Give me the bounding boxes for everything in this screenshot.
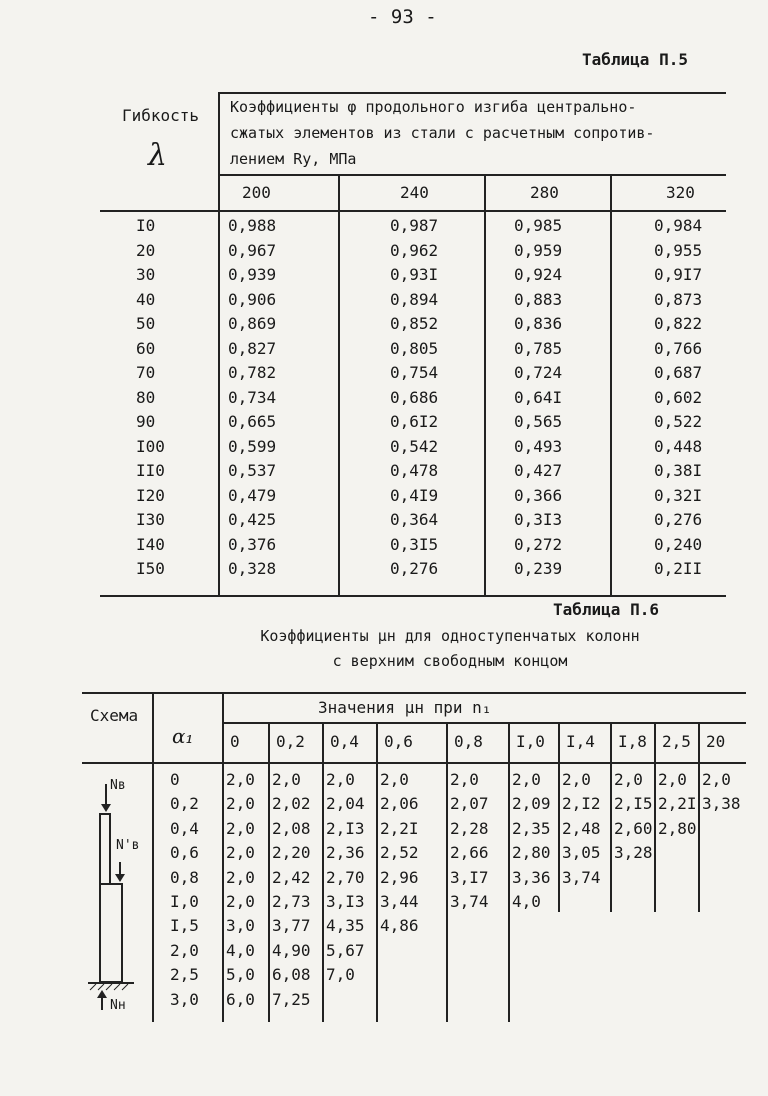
table5-cell: 0,366 [514,485,563,505]
table6-cell: 2,52 [380,843,419,863]
table6-cell: 3,28 [614,843,653,863]
table6-cell: 2,35 [512,818,551,838]
table5-cell: 0,687 [654,363,703,382]
table6-cell: 2,I2 [562,794,601,814]
table6-cell: 2,96 [380,867,419,887]
table6-n-header: 0,8 [454,732,483,751]
table6-cell: 2,0 [226,843,255,863]
table5-caption-line2: сжатых элементов из стали с расчетным сопротив- [230,124,655,142]
table6-cell: 2,0 [226,770,255,789]
upper-column-segment [100,814,110,884]
table6-cell: 2,0 [326,770,355,789]
table5-cell: 0,522 [654,412,703,431]
table5-cell: 0,754 [390,363,439,382]
table6-n-header: 2,5 [662,732,691,751]
page-number: - 93 - [368,6,437,28]
table6-cell: 2,73 [272,892,311,911]
table5-cell: 0,493 [514,436,563,456]
table5-cell: 0,240 [654,534,703,554]
table6-cell: 2,0 [658,770,687,789]
table5-cell: 0,3I5 [390,534,439,554]
table6-n-header: 0,2 [276,732,305,751]
table5-cell: 0,988 [228,216,277,235]
table6-cell: 3,77 [272,916,311,936]
table6-alpha-value: 0 [170,770,180,789]
table5-row-label: I40 [136,534,165,554]
table5-cell: 0,785 [514,338,563,358]
table6-cell: 2,20 [272,843,311,863]
table5-cell: 0,602 [654,387,703,407]
table6-cell: 2,0 [702,770,731,789]
table6-cell: 2,42 [272,867,311,887]
table6-cell: 3,38 [702,794,741,814]
table5-cell: 0,537 [228,461,277,480]
table5-cell: 0,93I [390,265,439,284]
table6-col-divider [654,722,656,912]
table5-cell: 0,448 [654,436,703,456]
table5-row-label: 50 [136,314,156,333]
table5-cell: 0,924 [514,265,563,284]
table6-cell: 2,0 [226,818,255,838]
table6-cell: 2,60 [614,818,653,838]
table5-divider-col2 [484,174,486,597]
table5-row-label: 70 [136,363,156,382]
table5-title: Таблица П.5 [582,50,688,69]
table5-cell: 0,805 [390,338,439,358]
table6-alpha-value: I,0 [170,892,199,911]
table5-cell: 0,686 [390,387,439,407]
table6-cell: 4,0 [226,940,255,960]
table6-cell: 2,0 [512,770,541,789]
table5-cell: 0,542 [390,436,439,456]
table6-alpha-header: α₁ [172,724,194,748]
table6-divider-alpha [222,692,224,1022]
table5-row-label: I20 [136,485,165,505]
table6-alpha-value: I,5 [170,916,199,936]
table5-cell: 0,939 [228,265,277,284]
table5-divider-col1 [338,174,340,597]
table6-cell: 2,0 [450,770,479,789]
table6-alpha-value: 0,6 [170,843,199,863]
table5-row-label: I50 [136,559,165,578]
table6-cell: 2,02 [272,794,311,814]
table6-cell: 2,2I [658,794,697,814]
table6-cell: 2,66 [450,843,489,863]
table6-cell: 3,I3 [326,892,365,911]
table5-row-label: 90 [136,412,156,431]
table5-cell: 0,906 [228,289,277,309]
table6-cell: 3,I7 [450,867,489,887]
table6-header-rule [82,762,746,764]
table6-alpha-value: 3,0 [170,989,199,1009]
table5-caption-line1: Коэффициенты φ продольного изгиба центрально- [230,98,637,116]
column-scheme-diagram [82,692,152,1022]
table5-cell: 0,427 [514,461,563,480]
table6-n-header: 0 [230,732,240,751]
table6-cell: 4,90 [272,940,311,960]
table5-row-label: 40 [136,289,156,309]
table6-cell: 2,0 [272,770,301,789]
table5-cell: 0,376 [228,534,277,554]
table5-cell: 0,239 [514,559,563,578]
table5-caption-rule [220,174,726,176]
table6-cell: 2,09 [512,794,551,814]
table6-caption [200,624,700,674]
table6-divider-scheme [152,692,154,1022]
table5-divider-flex [218,92,220,597]
table5-cell: 0,782 [228,363,277,382]
table6-col-divider [508,722,510,1022]
table6-cell: 3,74 [562,867,601,887]
table6-cell: 3,44 [380,892,419,911]
table5-cell: 0,479 [228,485,277,505]
table6-cell: 5,0 [226,965,255,985]
table6-cell: 2,I5 [614,794,653,814]
table6-alpha-value: 0,8 [170,867,199,887]
top-load-label: Nв [110,778,126,793]
table5-cell: 0,364 [390,510,439,529]
table6-cell: 7,0 [326,965,355,985]
table6-cell: 3,74 [450,892,489,911]
table5-row-label: I0 [136,216,156,235]
table6-cell: 6,0 [226,989,255,1009]
base-reaction-arrowhead [97,990,107,998]
table5-col-280: 280 [530,183,559,202]
table5-cell: 0,852 [390,314,439,333]
table6-col-divider [558,722,560,912]
table5-cell: 0,38I [654,461,703,480]
table6-values-header: Значения μн при n₁ [318,698,492,717]
table5-cell: 0,2II [654,559,703,578]
table6-n-header: I,4 [566,732,595,751]
table5-cell: 0,967 [228,240,277,260]
table6-col-divider [698,722,700,912]
table6-cell: 3,0 [226,916,255,936]
table5-row-label: 20 [136,240,156,260]
table6-values-rule [222,722,746,724]
table5-cell: 0,64I [514,387,563,407]
table5-cell: 0,987 [390,216,439,235]
table5-cell: 0,959 [514,240,563,260]
table5-row-label: 60 [136,338,156,358]
lambda-symbol: λ [148,138,168,173]
table6-cell: 2,06 [380,794,419,814]
table5-cell: 0,883 [514,289,563,309]
table6-cell: 2,07 [450,794,489,814]
table5-col-200: 200 [242,183,271,202]
table5-cell: 0,873 [654,289,703,309]
table5-cell: 0,276 [390,559,439,578]
table5-cell: 0,565 [514,412,563,431]
table5-cell: 0,272 [514,534,563,554]
table6-cell: 2,0 [226,794,255,814]
table6-cell: 2,04 [326,794,365,814]
table6-cell: 2,0 [226,867,255,887]
table5-cell: 0,869 [228,314,277,333]
table6-cell: 2,0 [614,770,643,789]
table5-bottom-rule [100,595,726,597]
table6-top-rule [82,692,746,694]
table6-cell: 2,36 [326,843,365,863]
table6-caption-line2: с верхним свободным концом [332,652,568,670]
table6-cell: 2,48 [562,818,601,838]
table6-col-divider [322,722,324,1022]
table5-row-label: 80 [136,387,156,407]
step-load-arrowhead [115,874,125,882]
table5-cell: 0,3I3 [514,510,563,529]
step-load-label: N'в [116,838,140,853]
table6-scheme-header: Схема [90,706,139,725]
table5-cell: 0,766 [654,338,703,358]
table6-cell: 2,28 [450,818,489,838]
table6-n-header: 20 [706,732,726,751]
base-hatching [90,984,128,990]
table6-col-divider [376,722,378,1022]
table5-row-label: I30 [136,510,165,529]
table6-title: Таблица П.6 [553,600,659,619]
table5-cell: 0,32I [654,485,703,505]
table5-cell: 0,478 [390,461,439,480]
table5-cell: 0,827 [228,338,277,358]
table5-cell: 0,894 [390,289,439,309]
base-reaction-label: Nн [110,998,126,1013]
table5-cell: 0,599 [228,436,277,456]
table6-cell: 2,70 [326,867,365,887]
table6 [82,692,746,1022]
table6-cell: 2,80 [658,818,697,838]
table6-alpha-value: 2,0 [170,940,199,960]
table6-cell: 2,I3 [326,818,365,838]
table6-cell: 2,2I [380,818,419,838]
table6-cell: 3,36 [512,867,551,887]
table5-cell: 0,276 [654,510,703,529]
table5-cell: 0,6I2 [390,412,439,431]
table5-cell: 0,955 [654,240,703,260]
table5-cell: 0,665 [228,412,277,431]
table5-col-320: 320 [666,183,695,202]
table6-cell: 2,0 [226,892,255,911]
table6-n-header: I,8 [618,732,647,751]
table5-flex-header: Гибкость [122,106,200,125]
table5-cell: 0,4I9 [390,485,439,505]
table6-cell: 2,0 [380,770,409,789]
table5 [100,92,726,597]
table6-cell: 4,86 [380,916,419,936]
table5-cell: 0,734 [228,387,277,407]
table5-header-rule [100,210,726,212]
table6-cell: 2,08 [272,818,311,838]
table5-row-label: 30 [136,265,156,284]
table5-cell: 0,724 [514,363,563,382]
table5-cell: 0,328 [228,559,277,578]
table6-cell: 4,0 [512,892,541,911]
table6-cell: 2,80 [512,843,551,863]
table6-cell: 5,67 [326,940,365,960]
table5-cell: 0,985 [514,216,563,235]
table6-alpha-value: 0,2 [170,794,199,814]
table5-col-240: 240 [400,183,429,202]
table6-n-header: I,0 [516,732,545,751]
table5-cell: 0,984 [654,216,703,235]
table6-col-divider [446,722,448,1022]
table6-alpha-value: 0,4 [170,818,199,838]
table6-n-header: 0,4 [330,732,359,751]
table5-row-label: II0 [136,461,165,480]
table6-col-divider [610,722,612,912]
table5-row-label: I00 [136,436,165,456]
table5-cell: 0,836 [514,314,563,333]
table6-cell: 7,25 [272,989,311,1009]
table5-divider-col3 [610,174,612,597]
table5-cell: 0,425 [228,510,277,529]
top-load-arrowhead [101,804,111,812]
table6-col-divider [268,722,270,1022]
table5-cell: 0,962 [390,240,439,260]
table6-alpha-value: 2,5 [170,965,199,985]
table6-cell: 3,05 [562,843,601,863]
table5-caption-line3: лением Ry, МПа [230,150,357,168]
table6-cell: 2,0 [562,770,591,789]
lower-column-segment [100,884,122,982]
table5-cell: 0,9I7 [654,265,703,284]
table6-n-header: 0,6 [384,732,413,751]
table6-caption-line1: Коэффициенты μн для одноступенчатых колонн [260,627,640,645]
table5-cell: 0,822 [654,314,703,333]
table6-cell: 6,08 [272,965,311,985]
table6-cell: 4,35 [326,916,365,936]
